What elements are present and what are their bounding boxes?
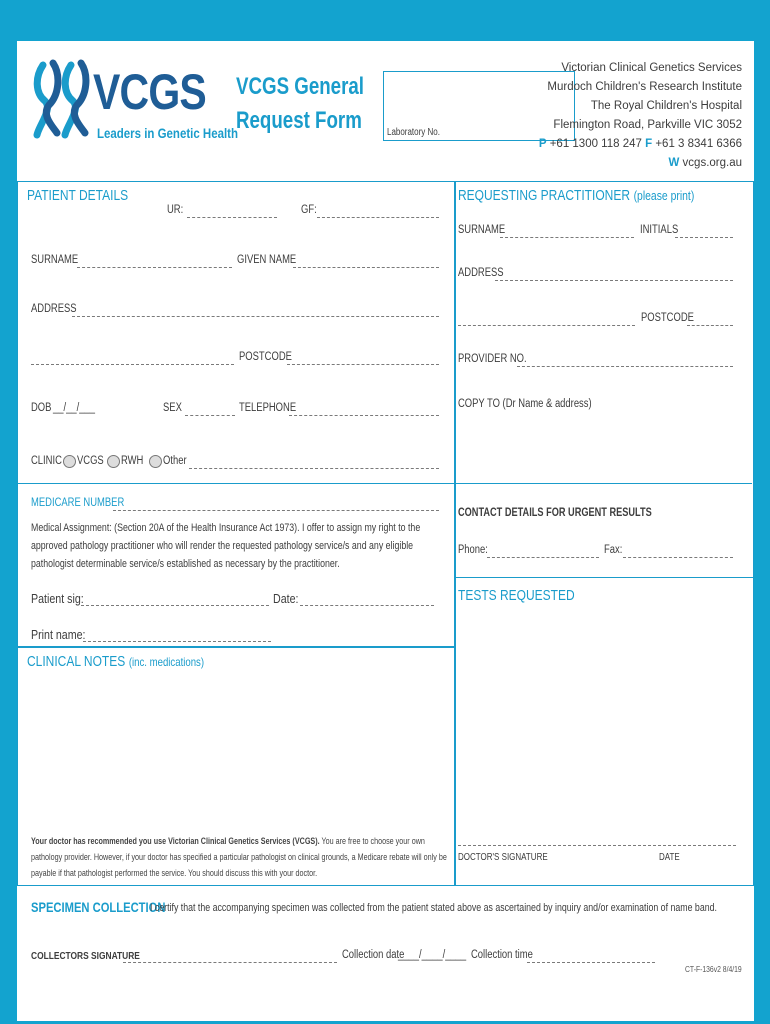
postcode-field[interactable]	[287, 364, 439, 365]
provider-choice-notice	[31, 833, 447, 881]
contact-line	[482, 135, 742, 154]
practitioner-title	[458, 187, 694, 205]
dob-field[interactable]: __/__/___	[53, 402, 95, 414]
print-name-field[interactable]	[83, 641, 271, 642]
ur-label: UR:	[167, 204, 184, 216]
brand-name: VCGS	[93, 64, 206, 120]
vcgs-ribbon-logo	[31, 55, 97, 139]
clinic-option-rwh: RWH	[121, 455, 144, 467]
clinic-option-vcgs: VCGS	[77, 455, 104, 467]
clinical-notes-heading: CLINICAL NOTES	[27, 653, 126, 670]
medical-assignment-text: Medical Assignment: (Section 20A of the Health Insurance Act 1973). I offer to assign my right to the approved pathology practitioner who will render the requested pathology service/s and any eligible pathologist determinable service/s established as necessary by the practitioner.	[31, 522, 421, 570]
practitioner-initials-label: INITIALS	[640, 224, 679, 236]
address-line2-field[interactable]	[31, 364, 234, 365]
clinical-notes-title	[27, 653, 204, 671]
clinic-other-radio[interactable]	[149, 455, 162, 468]
clinic-other-field[interactable]	[189, 468, 439, 469]
address-line: Murdoch Children's Research Institute	[547, 81, 742, 93]
practitioner-surname-label: SURNAME	[458, 224, 506, 236]
practitioner-address-field[interactable]	[495, 280, 733, 281]
collection-time-label: Collection time	[471, 949, 533, 961]
copy-to-label: COPY TO (Dr Name & address)	[458, 398, 592, 410]
patient-date-label: Date:	[273, 591, 299, 606]
address-field[interactable]	[72, 316, 439, 317]
urgent-fax-field[interactable]	[623, 557, 733, 558]
form-code: CT-F-136v2 8/4/19	[685, 965, 742, 974]
dob-label: DOB	[31, 402, 52, 414]
patient-sig-field[interactable]	[81, 605, 269, 606]
practitioner-postcode-label: POSTCODE	[641, 312, 694, 324]
sex-field[interactable]	[185, 415, 235, 416]
web-line	[482, 154, 742, 173]
collectors-signature-field[interactable]	[123, 962, 337, 963]
collection-date-field[interactable]: ____/____/____	[398, 949, 467, 961]
clinical-notes-suffix: (inc. medications)	[128, 655, 205, 669]
patient-date-field[interactable]	[300, 605, 434, 606]
telephone-field[interactable]	[289, 415, 439, 416]
patient-details-section	[17, 181, 456, 647]
urgent-phone-label: Phone:	[458, 544, 488, 556]
address-line: Victorian Clinical Genetics Services	[561, 62, 742, 74]
doctor-date-label: DATE	[659, 852, 680, 863]
form-title-line1: VCGS General	[236, 73, 364, 100]
patient-sig-label: Patient sig:	[31, 591, 84, 606]
urgent-phone-field[interactable]	[487, 557, 599, 558]
urgent-fax-label: Fax:	[604, 544, 623, 556]
practitioner-address-line2-field[interactable]	[458, 325, 635, 326]
print-name-label: Print name:	[31, 627, 86, 642]
form-page	[17, 41, 754, 1021]
divider	[454, 483, 752, 484]
clinic-option-other: Other	[163, 455, 187, 467]
patient-details-title: PATIENT DETAILS	[27, 187, 129, 204]
practitioner-heading-suffix: (please print)	[633, 188, 695, 203]
vcgs-web: vcgs.org.au	[682, 157, 742, 169]
sex-label: SEX	[163, 402, 182, 414]
web-prefix: W	[668, 157, 680, 169]
clinical-notes-field[interactable]	[27, 677, 447, 827]
specimen-collection-title: SPECIMEN COLLECTION	[31, 899, 166, 915]
vcgs-address-block	[482, 59, 742, 173]
copy-to-field[interactable]	[458, 417, 746, 479]
provider-no-field[interactable]	[517, 366, 733, 367]
address-line: The Royal Children's Hospital	[590, 100, 742, 112]
provider-choice-rest: You are free to choose your own pathology provider. However, if your doctor has specified a particular pathologist on clinical grounds, a Medicare rebate will only be payable if that pathologist performed the service. You should discuss this with your doctor.	[31, 836, 447, 878]
postcode-label: POSTCODE	[239, 351, 292, 363]
provider-choice-bold: Your doctor has recommended you use Victorian Clinical Genetics Services (VCGS).	[31, 836, 320, 846]
provider-no-label: PROVIDER NO.	[458, 353, 527, 365]
collection-time-field[interactable]	[527, 962, 655, 963]
collectors-signature-label: COLLECTORS SIGNATURE	[31, 950, 140, 962]
address-line: Flemington Road, Parkville VIC 3052	[553, 119, 742, 131]
surname-field[interactable]	[77, 267, 232, 268]
medicare-label: MEDICARE NUMBER	[31, 497, 125, 509]
practitioner-address-label: ADDRESS	[458, 267, 504, 279]
gf-label: GF:	[301, 204, 317, 216]
practitioner-heading: REQUESTING PRACTITIONER	[458, 187, 631, 204]
doctor-signature-label: DOCTOR'S SIGNATURE	[458, 852, 548, 863]
urgent-results-label: CONTACT DETAILS FOR URGENT RESULTS	[458, 507, 652, 519]
laboratory-number-label: Laboratory No.	[387, 127, 440, 138]
given-name-label: GIVEN NAME	[237, 254, 297, 266]
tests-requested-title: TESTS REQUESTED	[458, 587, 575, 604]
surname-label: SURNAME	[31, 254, 79, 266]
form-title-line2: Request Form	[236, 107, 362, 134]
clinic-vcgs-radio[interactable]	[63, 455, 76, 468]
vcgs-phone: +61 1300 118 247	[549, 138, 642, 150]
telephone-label: TELEPHONE	[239, 402, 297, 414]
fax-prefix: F	[645, 138, 653, 150]
gf-field[interactable]	[317, 217, 439, 218]
vcgs-fax: +61 3 8341 6366	[655, 138, 742, 150]
collection-date-label: Collection date	[342, 949, 405, 961]
practitioner-surname-field[interactable]	[500, 237, 634, 238]
phone-prefix: P	[538, 138, 547, 150]
brand-tagline: Leaders in Genetic Health	[97, 125, 239, 141]
divider	[17, 483, 454, 484]
doctor-signature-field[interactable]	[458, 845, 736, 846]
medicare-field[interactable]	[113, 510, 439, 511]
address-label: ADDRESS	[31, 303, 77, 315]
clinic-label: CLINIC	[31, 455, 62, 467]
specimen-certify-text: I certify that the accompanying specimen was collected from the patient stated above as ascertained by inquiry and/or examination of name band.	[150, 902, 717, 914]
given-name-field[interactable]	[293, 267, 439, 268]
clinic-rwh-radio[interactable]	[107, 455, 120, 468]
ur-field[interactable]	[187, 217, 277, 218]
practitioner-initials-field[interactable]	[675, 237, 733, 238]
practitioner-postcode-field[interactable]	[687, 325, 733, 326]
tests-requested-field[interactable]	[458, 611, 746, 831]
